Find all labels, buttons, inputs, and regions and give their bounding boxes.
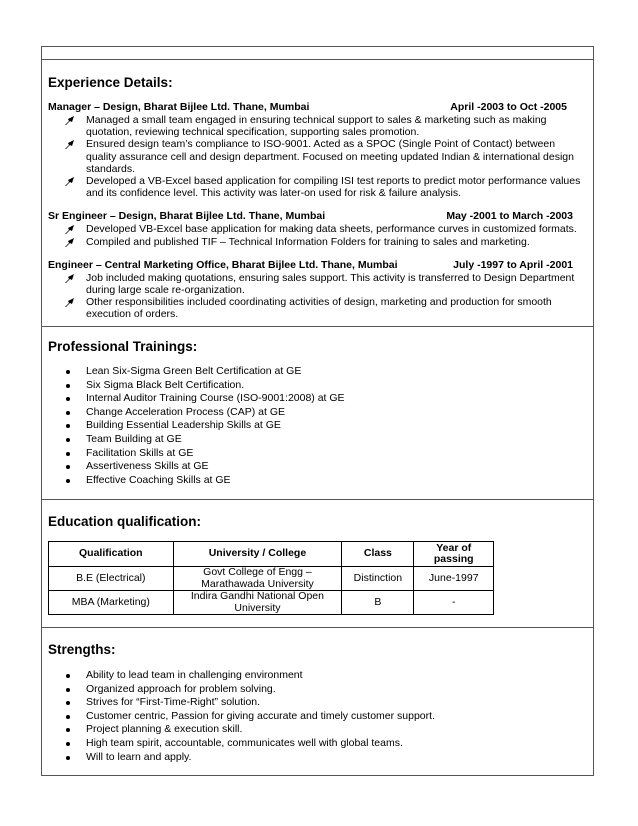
list-item: Internal Auditor Training Course (ISO-9001:2008) at GE <box>48 392 587 406</box>
job-bullets <box>48 114 587 199</box>
arrow-bullet-icon <box>64 224 76 235</box>
table-cell: Distinction <box>342 567 414 591</box>
job-header <box>48 210 587 223</box>
list-item: Change Acceleration Process (CAP) at GE <box>48 406 587 420</box>
job-dates: May -2001 to March -2003 <box>446 210 573 223</box>
bullet-dot-icon <box>66 701 70 705</box>
list-item: Facilitation Skills at GE <box>48 447 587 461</box>
list-item: Developed a VB-Excel based application for compiling ISI test reports to predict motor performance values and its confidence level. This activity was later-on used for risk & failure analysis. <box>48 175 587 199</box>
arrow-bullet-icon <box>64 176 76 187</box>
arrow-bullet-icon <box>64 139 76 150</box>
table-header-row <box>49 542 494 567</box>
list-item: Project planning & execution skill. <box>48 723 587 737</box>
bullet-dot-icon <box>66 397 70 401</box>
education-table <box>48 541 494 615</box>
list-item: Job included making quotations, ensuring sales support. This activity is transferred to Design Department during large scale re-organization. <box>48 272 587 296</box>
list-item: Six Sigma Black Belt Certification. <box>48 379 587 393</box>
resume-frame <box>41 46 594 776</box>
education-heading: Education qualification: <box>48 514 202 529</box>
table-cell: Govt College of Engg – Marathawada University <box>173 567 342 591</box>
arrow-bullet-icon <box>64 237 76 248</box>
job-dates: July -1997 to April -2001 <box>453 258 573 271</box>
divider <box>42 59 593 60</box>
divider <box>42 326 593 327</box>
job-dates: April -2003 to Oct -2005 <box>450 101 567 113</box>
job-role: Manager – Design, Bharat Bijlee Ltd. Thane, Mumbai <box>48 101 310 113</box>
list-item: Will to learn and apply. <box>48 751 587 765</box>
job-header <box>48 259 587 272</box>
table-cell: June-1997 <box>414 567 494 591</box>
bullet-dot-icon <box>66 438 70 442</box>
bullet-dot-icon <box>66 370 70 374</box>
list-item: Ability to lead team in challenging environment <box>48 669 587 683</box>
bullet-dot-icon <box>66 411 70 415</box>
job-bullets <box>48 223 587 247</box>
list-item: Organized approach for problem solving. <box>48 683 587 697</box>
column-header: Qualification <box>49 542 174 567</box>
strengths-list <box>48 669 587 764</box>
table-cell: MBA (Marketing) <box>49 591 174 615</box>
table-cell: Indira Gandhi National Open University <box>173 591 342 615</box>
bullet-dot-icon <box>66 424 70 428</box>
education-section <box>48 514 587 530</box>
list-item: Managed a small team engaged in ensuring technical support to sales & marketing such as making quotation, reviewing technical specification, supporting sales promotion. <box>48 114 587 138</box>
column-header: Class <box>342 542 414 567</box>
bullet-dot-icon <box>66 715 70 719</box>
divider <box>42 627 593 628</box>
list-item: Lean Six-Sigma Green Belt Certification at GE <box>48 365 587 379</box>
arrow-bullet-icon <box>64 297 76 308</box>
experience-section <box>48 75 587 321</box>
bullet-dot-icon <box>66 465 70 469</box>
strengths-heading: Strengths: <box>48 642 116 657</box>
bullet-dot-icon <box>66 674 70 678</box>
arrow-bullet-icon <box>64 115 76 126</box>
list-item: Other responsibilities included coordinating activities of design, marketing and production for smooth execution of orders. <box>48 296 587 320</box>
list-item: Compiled and published TIF – Technical Information Folders for training to sales and marketing. <box>48 236 587 248</box>
table-row <box>49 567 494 591</box>
bullet-dot-icon <box>66 479 70 483</box>
list-item: Assertiveness Skills at GE <box>48 460 587 474</box>
bullet-dot-icon <box>66 452 70 456</box>
list-item: Effective Coaching Skills at GE <box>48 474 587 488</box>
trainings-heading: Professional Trainings: <box>48 339 198 354</box>
list-item: High team spirit, accountable, communicates well with global teams. <box>48 737 587 751</box>
table-cell: - <box>414 591 494 615</box>
experience-heading: Experience Details: <box>48 75 173 90</box>
trainings-section <box>48 339 587 487</box>
column-header: University / College <box>173 542 342 567</box>
list-item: Customer centric, Passion for giving accurate and timely customer support. <box>48 710 587 724</box>
list-item: Developed VB-Excel base application for making data sheets, performance curves in customized formats. <box>48 223 587 235</box>
list-item: Ensured design team’s compliance to ISO-9001. Acted as a SPOC (Single Point of Contact) between quality assurance cell and design department. Focused on meeting updated Indian & international design standards. <box>48 138 587 175</box>
list-item: Strives for “First-Time-Right” solution. <box>48 696 587 710</box>
table-row <box>49 591 494 615</box>
table-cell: B <box>342 591 414 615</box>
strengths-section <box>48 642 587 764</box>
divider <box>42 499 593 500</box>
list-item: Team Building at GE <box>48 433 587 447</box>
arrow-bullet-icon <box>64 273 76 284</box>
list-item: Building Essential Leadership Skills at GE <box>48 419 587 433</box>
trainings-list <box>48 365 587 487</box>
bullet-dot-icon <box>66 384 70 388</box>
job-role: Sr Engineer – Design, Bharat Bijlee Ltd. Thane, Mumbai <box>48 210 326 223</box>
job-header <box>48 101 587 114</box>
job-role: Engineer – Central Marketing Office, Bharat Bijlee Ltd. Thane, Mumbai <box>48 258 398 271</box>
bullet-dot-icon <box>66 742 70 746</box>
column-header: Year of passing <box>414 542 494 567</box>
bullet-dot-icon <box>66 756 70 760</box>
table-cell: B.E (Electrical) <box>49 567 174 591</box>
bullet-dot-icon <box>66 728 70 732</box>
bullet-dot-icon <box>66 688 70 692</box>
job-bullets <box>48 272 587 321</box>
